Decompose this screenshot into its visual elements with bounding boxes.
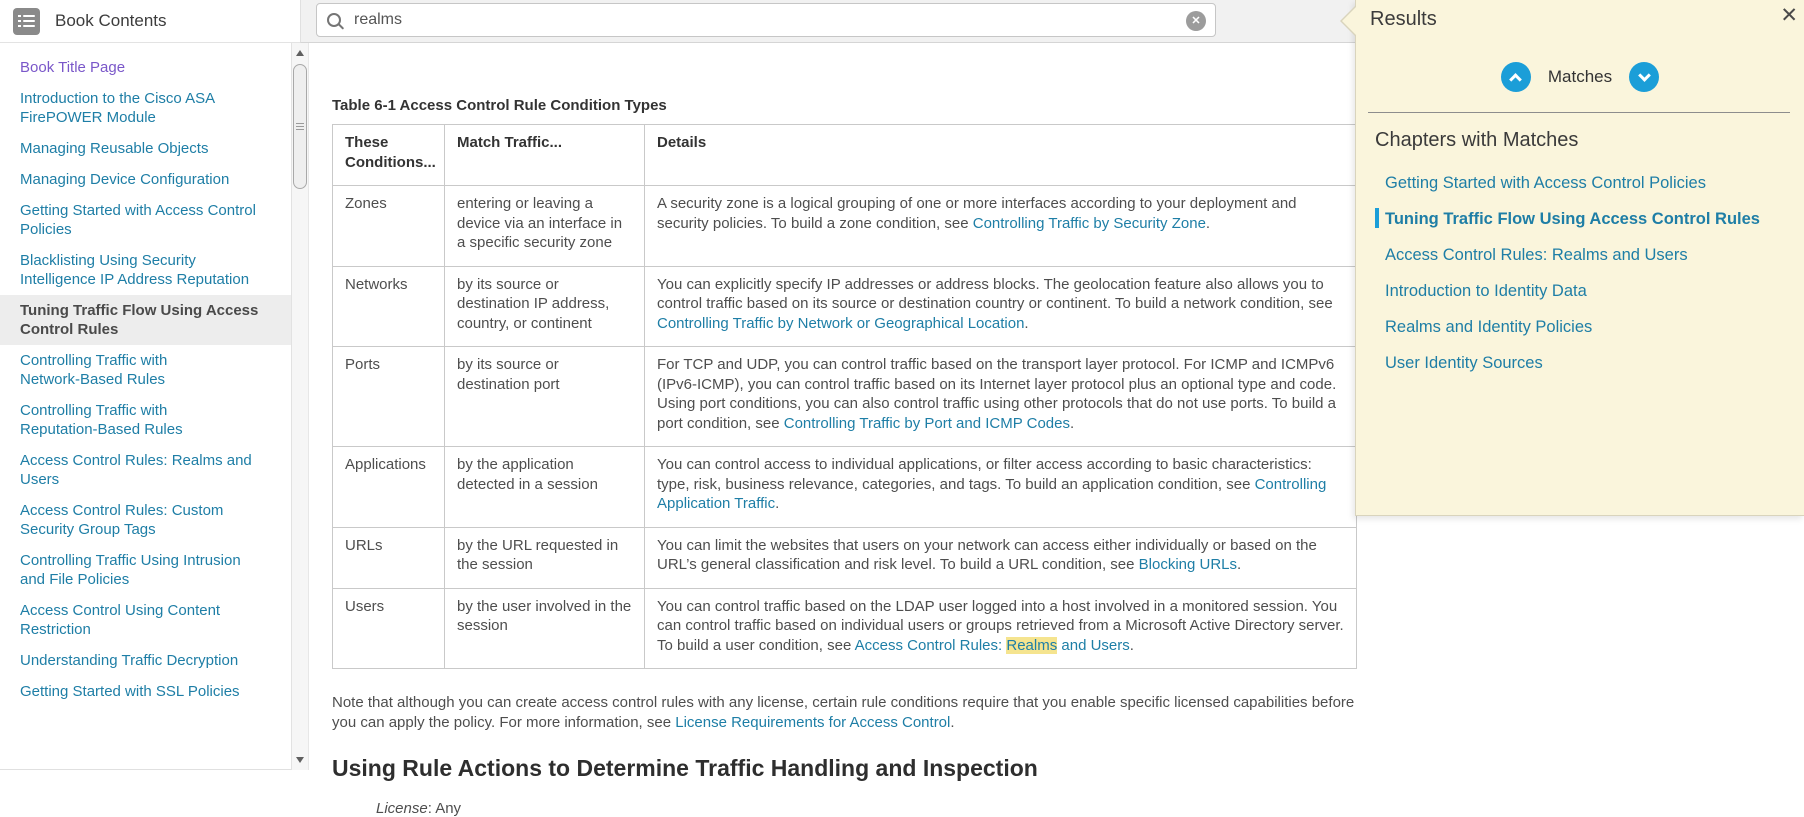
scrollbar-grip-icon (296, 123, 304, 131)
menu-bar (23, 25, 35, 27)
sidebar-scrollbar[interactable] (291, 43, 309, 770)
table-title: Table 6-1 Access Control Rule Condition Types (332, 97, 667, 114)
cell-condition: Ports (333, 347, 445, 447)
cell-match-traffic: by the URL requested in the session (445, 527, 645, 588)
license-note (332, 693, 1356, 733)
cell-details (645, 527, 1357, 588)
table-row (333, 347, 1357, 447)
table-row (333, 447, 1357, 528)
chapter-match-item[interactable]: Introduction to Identity Data (1385, 282, 1587, 300)
table-row (333, 266, 1357, 347)
book-contents-icon[interactable] (13, 8, 40, 35)
topbar (300, 0, 1355, 43)
table-body (333, 186, 1357, 669)
license-value: : Any (427, 800, 462, 817)
text-run: . (1024, 314, 1029, 332)
sidebar-item[interactable]: Book Title Page (20, 59, 126, 76)
scrollbar-thumb[interactable] (293, 64, 307, 189)
header-match-traffic: Match Traffic... (445, 125, 645, 186)
results-panel (1355, 0, 1804, 516)
close-results-icon[interactable]: ✕ (1780, 4, 1798, 27)
cell-condition: Applications (333, 447, 445, 528)
sidebar-item[interactable]: Tuning Traffic Flow Using Access Control Rules (0, 295, 291, 345)
text-run: Note that although you can create access control rules with any license, certain rule conditions require that you enable specific licensed capabilities before you can apply the policy. For more information, see (332, 694, 1355, 731)
section-heading: Using Rule Actions to Determine Traffic Handling and Inspection (332, 755, 1038, 781)
cell-details (645, 447, 1357, 528)
matches-label: Matches (1547, 67, 1613, 86)
chevron-up-icon (1510, 73, 1523, 86)
sidebar-header (0, 0, 300, 43)
previous-match-button[interactable] (1501, 62, 1531, 92)
doc-link[interactable]: Access Control Rules: (854, 636, 1007, 654)
menu-bar (23, 20, 35, 22)
results-title: Results (1370, 8, 1437, 30)
doc-link[interactable]: and Users (1057, 636, 1130, 654)
cell-match-traffic: entering or leaving a device via an interface in a specific security zone (445, 186, 645, 267)
chapters-list (1385, 173, 1763, 389)
results-divider (1368, 112, 1790, 113)
triangle-down-icon (296, 757, 304, 763)
text-run: . (1070, 414, 1075, 432)
cell-condition: Users (333, 588, 445, 669)
cell-match-traffic: by its source or destination port (445, 347, 645, 447)
doc-link[interactable]: Controlling Traffic by Network or Geographical Location (657, 314, 1025, 332)
search-icon (327, 13, 341, 27)
cell-details (645, 266, 1357, 347)
text-run: You can limit the websites that users on your network can access either individually or based on the URL’s general classification and risk level. To build a URL condition, see (657, 536, 1317, 573)
text-run: You can explicitly specify IP addresses or address blocks. The geolocation feature also allows you to control traffic based on its source or destination country or continent. To build a network condition, see (657, 275, 1333, 312)
cell-match-traffic: by the application detected in a session (445, 447, 645, 528)
cell-details (645, 186, 1357, 267)
license-line (376, 800, 1804, 817)
text-run: . (950, 714, 955, 731)
table-row (333, 527, 1357, 588)
doc-link[interactable]: Controlling Traffic by Security Zone (972, 214, 1206, 232)
sidebar-item[interactable]: Blacklisting Using Security Intelligence IP Address Reputation (20, 252, 250, 288)
cell-details (645, 588, 1357, 669)
chapter-match-item[interactable]: Access Control Rules: Realms and Users (1385, 246, 1688, 264)
doc-link[interactable]: Controlling Traffic by Port and ICMP Codes (783, 414, 1070, 432)
text-run: . (1205, 214, 1211, 232)
chevron-down-icon (1638, 69, 1651, 82)
sidebar-item[interactable]: Understanding Traffic Decryption (20, 652, 239, 669)
sidebar-item[interactable]: Access Control Rules: Realms and Users (20, 452, 252, 488)
panel-notch-icon (1342, 7, 1356, 35)
search-input[interactable] (352, 10, 1181, 30)
sidebar-nav (0, 43, 291, 770)
cell-condition: Networks (333, 266, 445, 347)
text-run: For TCP and UDP, you can control traffic based on the transport layer protocol. For ICMP and ICMPv6 (IPv6-ICMP), you can control traffic based on its Internet layer protocol plus an optional type and code. Using port conditions, you can also control traffic using other protocols that do not use ports. To build a port condition, see (657, 356, 1337, 432)
sidebar-item[interactable]: Introduction to the Cisco ASA FirePOWER Module (20, 90, 215, 126)
sidebar-item[interactable]: Controlling Traffic with Network‑Based Rules (20, 352, 168, 388)
sidebar-item[interactable]: Getting Started with Access Control Policies (20, 202, 256, 238)
sidebar-item[interactable]: Getting Started with SSL Policies (20, 683, 240, 700)
table-header-row (333, 125, 1357, 186)
cell-match-traffic: by the user involved in the session (445, 588, 645, 669)
sidebar-item[interactable]: Controlling Traffic with Reputation‑Based Rules (20, 402, 183, 438)
cell-condition: URLs (333, 527, 445, 588)
doc-link[interactable]: License Requirements for Access Control (675, 714, 951, 731)
text-run: You can control traffic based on the LDAP user logged into a host involved in a monitored session. You can control traffic based on individual users or groups retrieved from a Microsoft Active Directory server. To build a user condition, see (657, 597, 1344, 654)
cell-match-traffic: by its source or destination IP address, country, or continent (445, 266, 645, 347)
text-run: A security zone is a logical grouping of one or more interfaces according to your deployment and security policies. To build a zone condition, see (657, 195, 1297, 232)
doc-link[interactable]: Realms (1006, 636, 1058, 654)
triangle-up-icon (296, 50, 304, 56)
text-run: . (1237, 556, 1242, 573)
chapter-match-item[interactable]: Realms and Identity Policies (1385, 318, 1593, 336)
text-run: . (1129, 636, 1134, 654)
condition-types-table (332, 124, 1357, 669)
doc-link[interactable]: Controlling Application Traffic (657, 475, 1327, 512)
chapter-match-item[interactable]: Tuning Traffic Flow Using Access Control Rules (1385, 209, 1763, 229)
license-label: License (376, 800, 428, 817)
cell-condition: Zones (333, 186, 445, 267)
matches-controls (1356, 62, 1804, 92)
menu-bar (23, 15, 35, 17)
next-match-button[interactable] (1629, 62, 1659, 92)
scroll-up-arrow[interactable] (292, 45, 308, 61)
sidebar-item[interactable]: Managing Device Configuration (20, 171, 230, 188)
sidebar-item[interactable]: Access Control Rules: Custom Security Group Tags (20, 502, 224, 538)
text-run: . (775, 495, 780, 512)
clear-search-button[interactable]: ✕ (1186, 11, 1206, 31)
scroll-down-arrow[interactable] (292, 752, 308, 768)
table-row (333, 186, 1357, 267)
search-box[interactable] (316, 3, 1216, 37)
text-run: You can control access to individual applications, or filter access according to basic characteristics: type, risk, business relevance, categories, and tags. To build an application condition, see (657, 456, 1312, 493)
sidebar-item[interactable]: Managing Reusable Objects (20, 140, 209, 157)
chapter-match-item[interactable]: User Identity Sources (1385, 354, 1543, 372)
sidebar-item[interactable]: Access Control Using Content Restriction (20, 602, 221, 638)
cell-details (645, 347, 1357, 447)
doc-link[interactable]: Blocking URLs (1138, 556, 1238, 573)
chapter-match-item[interactable]: Getting Started with Access Control Policies (1385, 174, 1706, 192)
sidebar-item[interactable]: Controlling Traffic Using Intrusion and File Policies (20, 552, 241, 588)
chapters-with-matches-heading: Chapters with Matches (1375, 129, 1579, 151)
table-row (333, 588, 1357, 669)
header-details: Details (645, 125, 1357, 186)
header-these-conditions: These Conditions... (333, 125, 445, 186)
sidebar-title: Book Contents (55, 11, 167, 30)
